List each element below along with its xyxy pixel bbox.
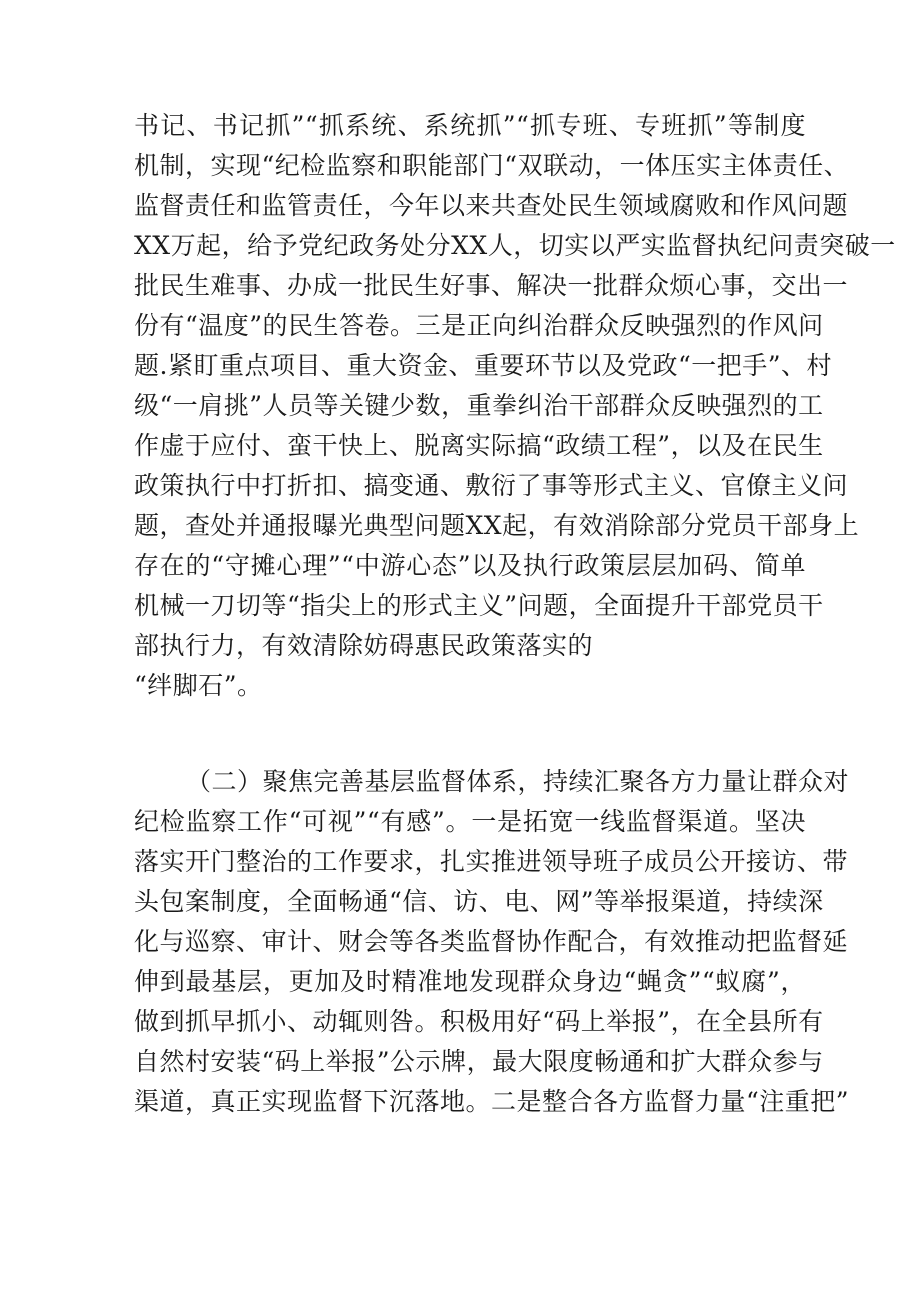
text-line: 落实开门整治的工作要求，扎实推进领导班子成员公开接访、带: [134, 847, 849, 876]
text-line: 伸到最基层，更加及时精准地发现群众身边“蝇贪”“蚁腐”，: [134, 967, 806, 996]
paragraph-1: [134, 106, 896, 706]
paragraph-2: [134, 762, 850, 1122]
text-line: 部执行力，有效清除妨碍惠民政策落实的: [134, 631, 594, 660]
text-line: 机械一刀切等“指尖上的形式主义”问题，全面提升干部党员干: [134, 591, 824, 620]
text-line: 渠道，真正实现监督下沉落地。二是整合各方监督力量“注重把”: [134, 1087, 850, 1116]
text-line: 政策执行中打折扣、搞变通、敷衍了事等形式主义、官僚主义问: [134, 471, 849, 500]
text-line: 批民生难事、办成一批民生好事、解决一批群众烦心事，交出一: [134, 271, 849, 300]
text-line: 自然村安装“码上举报”公示牌，最大限度畅通和扩大群众参与: [134, 1047, 824, 1076]
text-line: 化与巡察、审计、财会等各类监督协作配合，有效推动把监督延: [134, 927, 849, 956]
text-line: 书记、书记抓”“抓系统、系统抓”“抓专班、专班抓”等制度: [134, 111, 806, 140]
text-line: 题，查处并通报曝光典型问题XX起，有效消除部分党员干部身上: [134, 511, 860, 540]
text-line: 存在的“守摊心理”“中游心态”以及执行政策层层加码、简单: [134, 551, 806, 580]
text-line: 级“一肩挑”人员等关键少数，重拳纠治干部群众反映强烈的工: [134, 391, 824, 420]
text-line: “绊脚石”。: [134, 671, 263, 700]
text-line: 做到抓早抓小、动辄则咎。积极用好“码上举报”，在全县所有: [134, 1007, 824, 1036]
text-line: 题.紧盯重点项目、重大资金、重要环节以及党政“一把手”、村: [134, 351, 833, 380]
text-line: 作虚于应付、蛮干快上、脱离实际搞“政绩工程”，以及在民生: [134, 431, 824, 460]
text-line: 份有“温度”的民生答卷。三是正向纠治群众反映强烈的作风问: [134, 311, 824, 340]
text-line: 头包案制度，全面畅通“信、访、电、网”等举报渠道，持续深: [134, 887, 824, 916]
text-line: （二）聚焦完善基层监督体系，持续汇聚各方力量让群众对: [186, 767, 850, 796]
text-line: XX万起，给予党纪政务处分XX人，切实以严实监督执纪问责突破一: [134, 231, 896, 260]
text-line: 纪检监察工作“可视”“有感”。一是拓宽一线监督渠道。坚决: [134, 807, 806, 836]
text-line: 监督责任和监管责任，今年以来共查处民生领域腐败和作风问题: [134, 191, 849, 220]
text-line: 机制，实现“纪检监察和职能部门“双联动，一体压实主体责任、: [134, 151, 850, 180]
